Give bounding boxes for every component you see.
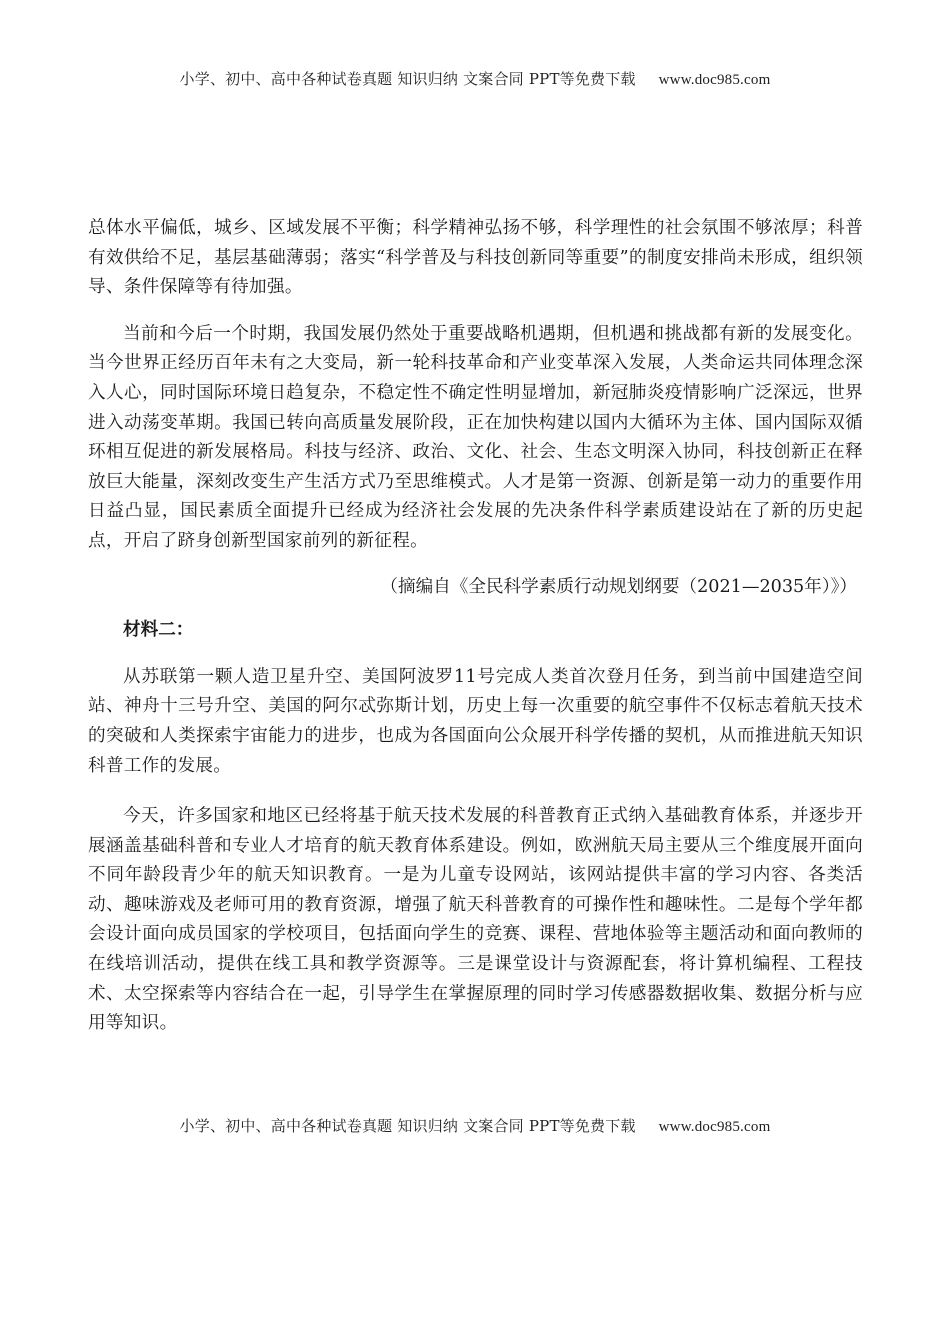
- header-text: 小学、初中、高中各种试卷真题 知识归纳 文案合同 PPT等免费下载: [179, 70, 636, 88]
- page-footer: [0, 1115, 950, 1136]
- paragraph-3: 从苏联第一颗人造卫星升空、美国阿波罗11号完成人类首次登月任务，到当前中国建造空间站、神舟十三号升空、美国的阿尔忒弥斯计划，历史上每一次重要的航空事件不仅标志着航天技术的突破和人类探索宇宙能力的进步，也成为各国面向公众展开科学传播的契机，从而推进航天知识科普工作的发展。: [88, 666, 863, 776]
- paragraph-4: 今天，许多国家和地区已经将基于航天技术发展的科普教育正式纳入基础教育体系，并逐步开展涵盖基础科普和专业人才培育的航天教育体系建设。例如，欧洲航天局主要从三个维度展开面向不同年龄段青少年的航天知识教育。一是为儿童专设网站，该网站提供丰富的学习内容、各类活动、趣味游戏及老师可用的教育资源，增强了航天科普教育的可操作性和趣味性。二是每个学年都会设计面向成员国家的学校项目，包括面向学生的竞赛、课程、营地体验等主题活动和面向教师的在线培训活动，提供在线工具和教学资源等。三是课堂设计与资源配套，将计算机编程、工程技术、太空探索等内容结合在一起，引导学生在掌握原理的同时学习传感器数据收集、数据分析与应用等知识。: [88, 806, 863, 1034]
- footer-text: 小学、初中、高中各种试卷真题 知识归纳 文案合同 PPT等免费下载: [179, 1117, 636, 1135]
- page-header: [0, 68, 950, 89]
- header-site-link[interactable]: www.doc985.com: [658, 72, 771, 88]
- paragraph-2: 当前和今后一个时期，我国发展仍然处于重要战略机遇期，但机遇和挑战都有新的发展变化。当今世界正经历百年未有之大变局，新一轮科技革命和产业变革深入发展，人类命运共同体理念深入人心，同时国际环境日趋复杂，不稳定性不确定性明显增加，新冠肺炎疫情影响广泛深远，世界进入动荡变革期。我国已转向高质量发展阶段，正在加快构建以国内大循环为主体、国内国际双循环相互促进的新发展格局。科技与经济、政治、文化、社会、生态文明深入协同，科技创新正在释放巨大能量，深刻改变生产生活方式乃至思维模式。人才是第一资源、创新是第一动力的重要作用日益凸显，国民素质全面提升已经成为经济社会发展的先决条件科学素质建设站在了新的历史起点，开启了跻身创新型国家前列的新征程。: [88, 323, 863, 551]
- paragraph-1: 总体水平偏低，城乡、区域发展不平衡；科学精神弘扬不够，科学理性的社会氛围不够浓厚；科普有效供给不足，基层基础薄弱；落实“科学普及与科技创新同等重要”的制度安排尚未形成，组织领导、条件保障等有待加强。: [88, 218, 863, 298]
- document-body: [88, 214, 863, 1039]
- section-title-material-2: 材料二：: [123, 620, 194, 641]
- source-citation: （摘编自《全民科学素质行动规划纲要（2021—2035年）》）: [380, 576, 857, 597]
- footer-site-link[interactable]: www.doc985.com: [658, 1119, 771, 1135]
